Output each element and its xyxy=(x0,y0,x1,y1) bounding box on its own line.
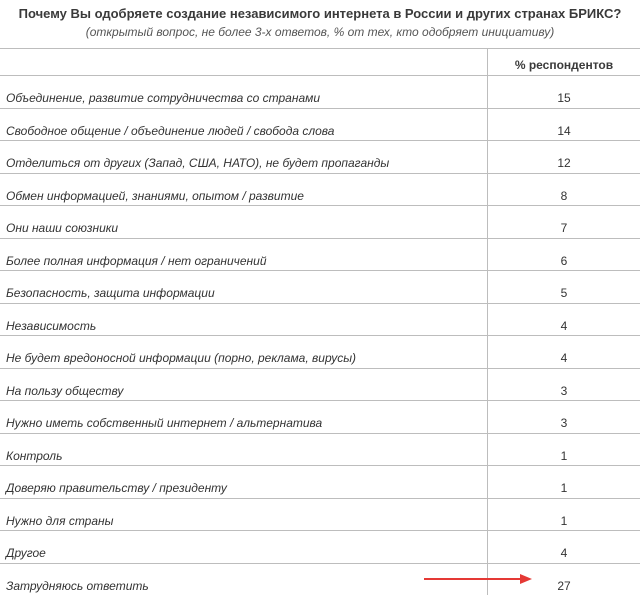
row-divider xyxy=(0,433,640,434)
row-divider xyxy=(0,563,640,564)
row-divider xyxy=(0,205,640,206)
row-label: Доверяю правительству / президенту xyxy=(6,481,227,495)
row-label: Нужно для страны xyxy=(6,513,114,528)
table-top-border xyxy=(0,48,640,49)
row-value: 1 xyxy=(560,513,568,528)
table-row xyxy=(0,465,640,497)
table-row xyxy=(0,335,640,367)
row-label: Затрудняюсь ответить xyxy=(6,578,149,593)
row-label: Они наши союзники xyxy=(6,221,119,235)
row-label: Безопасность, защита информации xyxy=(6,286,215,300)
row-divider xyxy=(0,108,640,109)
row-value: 3 xyxy=(560,383,568,398)
row-value: 15 xyxy=(557,91,571,105)
row-divider xyxy=(0,465,640,466)
row-label: Свободное общение / объединение людей / свобода слова xyxy=(6,123,335,138)
row-label: Более полная информация / нет ограничений xyxy=(6,253,267,268)
table-row xyxy=(0,108,640,140)
row-value: 3 xyxy=(560,416,568,430)
row-divider xyxy=(0,140,640,141)
table-row xyxy=(0,400,640,432)
row-divider xyxy=(0,498,640,499)
row-value: 7 xyxy=(560,221,568,235)
column-header-percent: % респондентов xyxy=(514,58,614,72)
row-label: На пользу обществу xyxy=(6,383,124,398)
row-label: Объединение, развитие сотрудничества со странами xyxy=(6,91,321,105)
header-bottom-border xyxy=(0,75,640,76)
row-value: 5 xyxy=(560,286,568,300)
row-label: Обмен информацией, знаниями, опытом / развитие xyxy=(6,188,304,203)
row-value: 27 xyxy=(557,578,571,593)
row-divider xyxy=(0,270,640,271)
table-row xyxy=(0,303,640,335)
row-value: 1 xyxy=(560,481,568,495)
table-row xyxy=(0,563,640,595)
table-row xyxy=(0,205,640,237)
row-value: 4 xyxy=(560,318,568,333)
row-divider xyxy=(0,530,640,531)
table-row xyxy=(0,140,640,172)
table-row xyxy=(0,173,640,205)
row-label: Контроль xyxy=(6,448,63,463)
table-row xyxy=(0,498,640,530)
chart-title: Почему Вы одобряете создание независимого интернета в России и других странах БРИКС? xyxy=(18,6,622,21)
row-value: 4 xyxy=(560,351,568,365)
table-row xyxy=(0,238,640,270)
row-label: Отделиться от других (Запад, США, НАТО), не будет пропаганды xyxy=(6,156,390,170)
row-divider xyxy=(0,368,640,369)
chart-subtitle: (открытый вопрос, не более 3-х ответов, % от тех, кто одобряет инициативу) xyxy=(85,25,555,39)
arrow-head xyxy=(520,574,532,584)
row-label: Не будет вредоносной информации (порно, реклама, вирусы) xyxy=(6,351,357,365)
table-row xyxy=(0,270,640,302)
row-value: 14 xyxy=(557,123,571,138)
row-divider xyxy=(0,173,640,174)
row-value: 12 xyxy=(557,156,571,170)
row-divider xyxy=(0,335,640,336)
row-divider xyxy=(0,400,640,401)
row-value: 6 xyxy=(560,253,568,268)
highlight-arrow-icon xyxy=(424,571,534,587)
table-row xyxy=(0,433,640,465)
row-label: Независимость xyxy=(6,318,97,333)
row-label: Нужно иметь собственный интернет / альтернатива xyxy=(6,416,323,430)
row-value: 1 xyxy=(560,448,568,463)
table-row xyxy=(0,75,640,107)
row-divider xyxy=(0,303,640,304)
row-value: 4 xyxy=(560,546,568,560)
table-row xyxy=(0,530,640,562)
row-divider xyxy=(0,238,640,239)
row-value: 8 xyxy=(560,188,568,203)
row-label: Другое xyxy=(6,546,46,560)
table-row xyxy=(0,368,640,400)
